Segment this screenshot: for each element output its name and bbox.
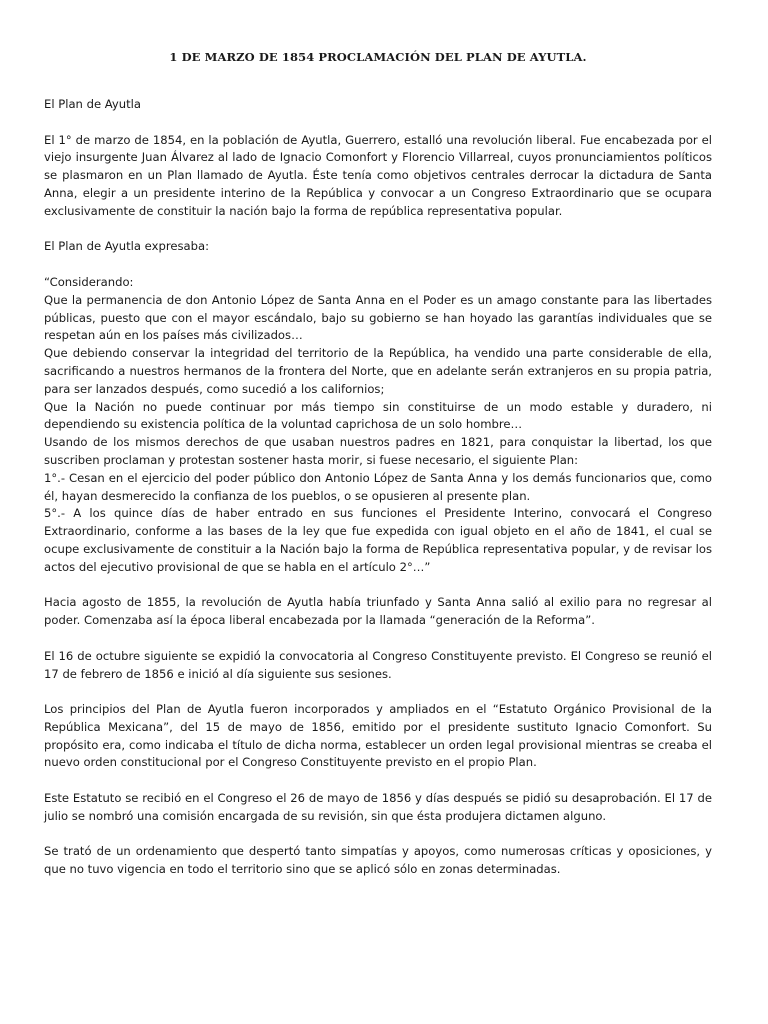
quote-line: 5°.- A los quince días de haber entrado en sus funciones el Presidente Interino, convocará el Congreso Extraordinario, conforme a las bases de la ley que fue expedida con igual objeto en el año de 1841, el cual se ocupe exclusivamente de constituir a la Nación bajo la forma de República representativa popular, y de revisar los actos del ejecutivo provisional de que se habla en el artículo 2°…” [44, 506, 712, 574]
quote-line: Que debiendo conservar la integridad del territorio de la República, ha vendido una parte considerable de ella, sacrificando a nuestros hermanos de la frontera del Norte, que en adelante serán extranjeros en su propia patria, para ser lanzados después, como sucedió a los californios; [44, 346, 712, 396]
quote-line: Que la Nación no puede continuar por más tiempo sin constituirse de un modo estable y duradero, ni dependiendo su existencia política de la voluntad caprichosa de un solo hombre… [44, 399, 712, 432]
paragraph-statute: Los principios del Plan de Ayutla fueron incorporados y ampliados en el “Estatuto Orgánico Provisional de la República Mexicana”, del 15 de mayo de 1856, emitido por el presidente sustituto Ignacio Comonfort. Su propósito era, como indicaba el título de dicha norma, establecer un orden legal provisional mientras se creaba el nuevo orden constitucional por el Congreso Constituyente previsto en el propio Plan. [44, 702, 712, 770]
paragraph-conclusion: Se trató de un ordenamiento que despertó tanto simpatías y apoyos, como numerosas críticas y oposiciones, y que no tuvo vigencia en todo el territorio sino que se aplicó sólo en zonas determinadas. [44, 844, 712, 877]
paragraph-exile: Hacia agosto de 1855, la revolución de Ayutla había triunfado y Santa Anna salió al exilio para no regresar al poder. Comenzaba así la época liberal encabezada por la llamada “generación de la Reforma”. [44, 595, 712, 628]
paragraph-intro: El 1° de marzo de 1854, en la población de Ayutla, Guerrero, estalló una revolución liberal. Fue encabezada por el viejo insurgente Juan Álvarez al lado de Ignacio Comonfort y Florencio Villarreal, cuyos pronunciamientos políticos se plasmaron en un Plan llamado de Ayutla. Éste tenía como objetivos centrales derrocar la dictadura de Santa Anna, elegir a un presidente interino de la República y convocar a un Congreso Extraordinario que se ocupara exclusivamente de constituir la nación bajo la forma de república representativa popular. [44, 132, 712, 218]
quote-line: Que la permanencia de don Antonio López de Santa Anna en el Poder es un amago constante para las libertades públicas, puesto que con el mayor escándalo, bajo su gobierno se han hoyado las garantías individuales que se respetan aún en los países más civilizados… [44, 292, 712, 343]
plan-quote [44, 274, 712, 577]
document-page [44, 50, 712, 897]
quote-intro: El Plan de Ayutla expresaba: [44, 239, 209, 254]
paragraph-review: Este Estatuto se recibió en el Congreso el 26 de mayo de 1856 y días después se pidió su desaprobación. El 17 de julio se nombró una comisión encargada de su revisión, sin que ésta produjera dictamen alguno. [44, 791, 712, 823]
quote-line: Usando de los mismos derechos de que usaban nuestros padres en 1821, para conquistar la libertad, los que suscriben proclaman y protestan sostener hasta morir, si fuese necesario, el siguiente Plan: [44, 435, 712, 467]
section-heading: El Plan de Ayutla [44, 97, 141, 111]
quote-line: “Considerando: [44, 274, 134, 289]
document-title: 1 DE MARZO DE 1854 PROCLAMACIÓN DEL PLAN DE AYUTLA. [169, 50, 587, 64]
paragraph-congress: El 16 de octubre siguiente se expidió la convocatoria al Congreso Constituyente previsto. El Congreso se reunió el 17 de febrero de 1856 e inició al día siguiente sus sesiones. [44, 648, 712, 681]
quote-line: 1°.- Cesan en el ejercicio del poder público don Antonio López de Santa Anna y los demás funcionarios que, como él, hayan desmerecido la confianza de los pueblos, o se opusieren al presente plan. [44, 470, 712, 503]
